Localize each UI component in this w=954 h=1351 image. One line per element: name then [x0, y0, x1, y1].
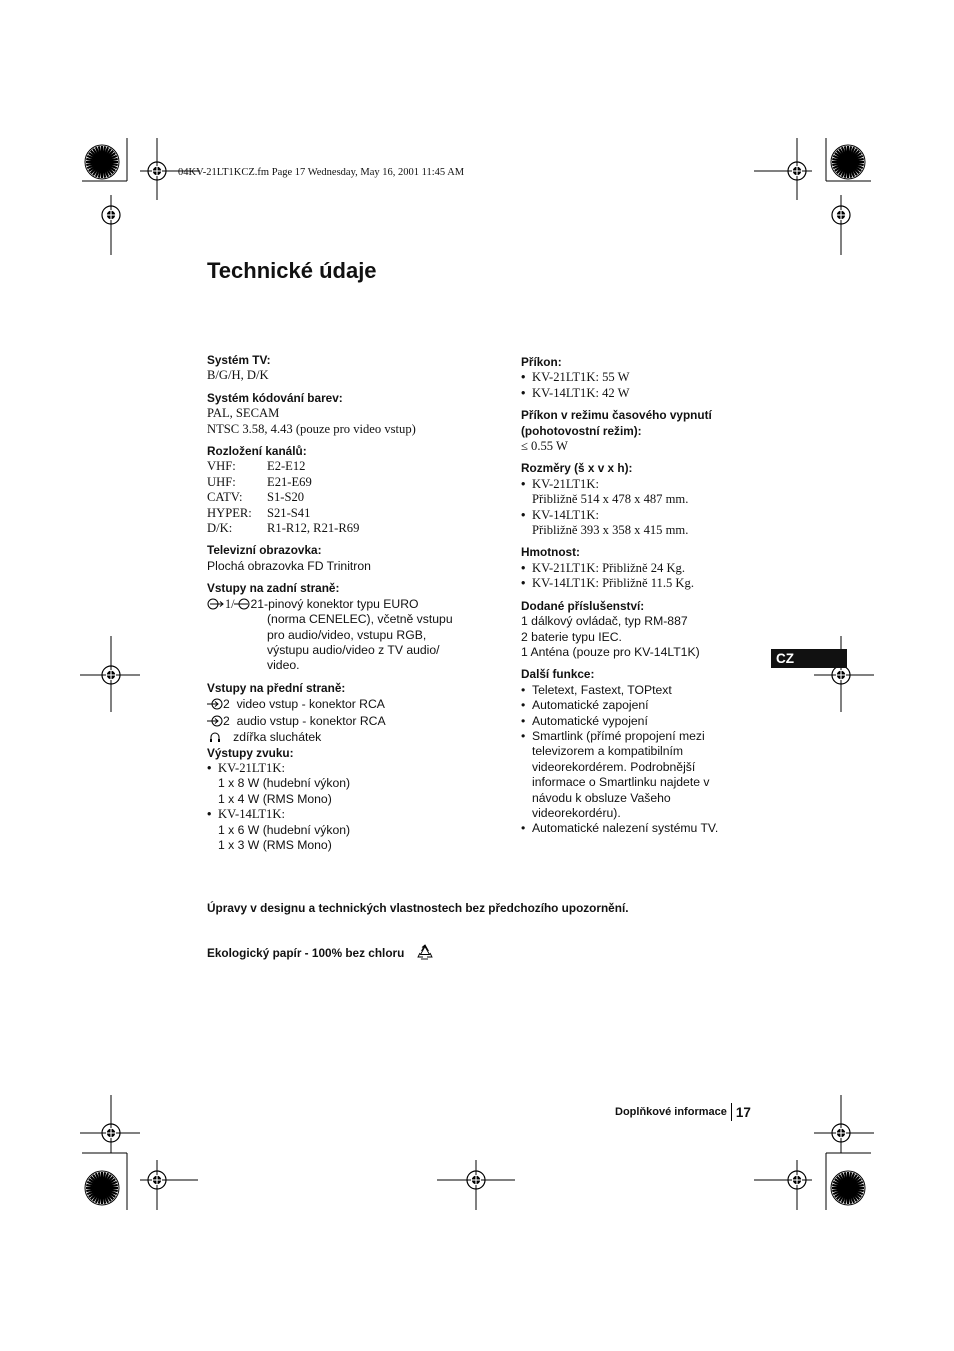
channel-range: R1-R12, R21-R69 — [267, 521, 360, 536]
dimensions-value: Přibližně 393 x 358 x 415 mm. — [532, 523, 689, 538]
accessories-heading: Dodané příslušenství: — [521, 598, 645, 613]
audio-outputs-heading: Výstupy zvuku: — [207, 745, 294, 760]
front-input-num: 2 — [223, 713, 230, 728]
screen-value: Plochá obrazovka FD Trinitron — [207, 558, 371, 573]
dimensions-value: Přibližně 514 x 478 x 487 mm. — [532, 492, 689, 507]
feature-item-cont: návodu k obsluze Vašeho — [532, 790, 671, 805]
channel-band: D/K: — [207, 521, 233, 536]
channel-range: S21-S41 — [267, 505, 311, 520]
page-number: 17 — [735, 1104, 751, 1120]
design-change-notice: Úpravy v designu a technických vlastnostech bez předchozího upozornění. — [207, 901, 629, 915]
accessory-line: 2 baterie typu IEC. — [521, 629, 622, 644]
footer-divider — [731, 1103, 732, 1121]
front-input-item — [207, 696, 497, 713]
power-item: • KV-14LT1K: 42 W — [521, 386, 761, 401]
front-input-text: audio vstup - konektor RCA — [236, 713, 386, 728]
channel-band: CATV: — [207, 490, 243, 505]
rear-inputs-heading: Vstupy na zadní straně: — [207, 581, 340, 596]
channel-row — [207, 506, 497, 521]
accessory-line: 1 dálkový ovládač, typ RM-887 — [521, 614, 688, 629]
rear-detail-line: video. — [267, 658, 300, 673]
page-footer — [615, 1103, 751, 1121]
rear-detail-line: výstupu audio/video z TV audio/ — [267, 642, 440, 657]
front-input-text: video vstup - konektor RCA — [236, 697, 385, 712]
headphones-icon — [207, 731, 223, 743]
tv-system-heading: Systém TV: — [207, 353, 271, 367]
feature-item: • Automatické nalezení systému TV. — [521, 821, 761, 836]
eco-paper-note — [207, 943, 434, 961]
feature-item: • Automatické vypojení — [521, 714, 761, 729]
page-title: Technické údaje — [207, 258, 377, 283]
front-input-num: 2 — [223, 697, 230, 712]
weight-item: • KV-14LT1K: Přibližně 11.5 Kg. — [521, 576, 761, 591]
channel-band: VHF: — [207, 459, 236, 474]
channel-range: E2-E12 — [267, 459, 306, 474]
weight-item: • KV-21LT1K: Přibližně 24 Kg. — [521, 561, 761, 576]
audio-model: • KV-14LT1K: — [207, 807, 497, 822]
channel-range: S1-S20 — [267, 490, 305, 505]
feature-item-cont: videorekordérem. Podrobnější — [532, 759, 696, 774]
rear-first-line: 21-pinový konektor typu EURO — [250, 596, 419, 611]
audio-line: 1 x 8 W (hudební výkon) — [218, 776, 351, 791]
language-tab: CZ — [771, 649, 847, 668]
standby-value: ≤ 0.55 W — [521, 439, 568, 454]
audio-model: • KV-21LT1K: — [207, 761, 497, 776]
feature-item-cont: televizorem a kompatibilním — [532, 744, 684, 759]
audio-line: 1 x 6 W (hudební výkon) — [218, 822, 351, 837]
euro-input-icon — [207, 598, 225, 610]
channel-row — [207, 459, 497, 474]
front-inputs-heading: Vstupy na přední straně: — [207, 680, 346, 695]
channel-row — [207, 475, 497, 490]
front-input-item — [207, 713, 497, 730]
feature-item: • Smartlink (přímé propojení mezi — [521, 729, 761, 744]
channel-row — [207, 490, 497, 505]
standby-heading: Příkon v režimu časového vypnutí — [521, 408, 712, 423]
right-column — [521, 355, 761, 837]
audio-line: 1 x 3 W (RMS Mono) — [218, 838, 332, 853]
color-system-line: NTSC 3.58, 4.43 (pouze pro video vstup) — [207, 421, 416, 436]
rear-euro-connector — [207, 597, 497, 612]
dimensions-model: • KV-21LT1K: — [521, 477, 761, 492]
weight-heading: Hmotnost: — [521, 545, 580, 560]
feature-item: • Automatické zapojení — [521, 698, 761, 713]
footer-section: Doplňkové informace — [615, 1106, 727, 1118]
rear-detail-line: pro audio/video, vstupu RGB, — [267, 627, 427, 642]
feature-item-cont: informace o Smartlinku najdete v — [532, 775, 710, 790]
channel-range: E21-E69 — [267, 474, 312, 489]
power-item: • KV-21LT1K: 55 W — [521, 370, 761, 385]
accessory-line: 1 Anténa (pouze pro KV-14LT1K) — [521, 644, 700, 659]
left-column — [207, 353, 497, 853]
channel-band: UHF: — [207, 474, 236, 489]
file-info-header: 04KV-21LT1KCZ.fm Page 17 Wednesday, May 16, 2001 11:45 AM — [178, 167, 465, 178]
rear-icon-label: 1/ — [225, 596, 235, 611]
features-heading: Další funkce: — [521, 667, 595, 682]
color-system-line: PAL, SECAM — [207, 406, 280, 421]
audio-input-icon — [207, 715, 223, 727]
front-input-text: zdířka sluchátek — [233, 730, 322, 745]
audio-line: 1 x 4 W (RMS Mono) — [218, 791, 332, 806]
screen-heading: Televizní obrazovka: — [207, 543, 322, 558]
feature-item-cont: videorekordéru). — [532, 805, 621, 820]
channels-heading: Rozložení kanálů: — [207, 444, 307, 459]
video-input-icon — [207, 698, 223, 710]
tv-system-value: B/G/H, D/K — [207, 368, 269, 383]
power-heading: Příkon: — [521, 355, 562, 369]
eco-paper-text: Ekologický papír - 100% bez chloru — [207, 946, 405, 960]
recycle-icon — [416, 943, 434, 961]
feature-item: • Teletext, Fastext, TOPtext — [521, 683, 761, 698]
color-system-heading: Systém kódování barev: — [207, 390, 343, 405]
dimensions-heading: Rozměry (š x v x h): — [521, 461, 633, 476]
dimensions-model: • KV-14LT1K: — [521, 508, 761, 523]
rear-detail-line: (norma CENELEC), včetně vstupu — [267, 612, 453, 627]
scart-output-icon — [234, 598, 250, 610]
channel-row — [207, 521, 497, 536]
standby-heading-cont: (pohotovostní režim): — [521, 423, 642, 438]
channel-band: HYPER: — [207, 505, 252, 520]
front-input-item — [207, 729, 497, 746]
